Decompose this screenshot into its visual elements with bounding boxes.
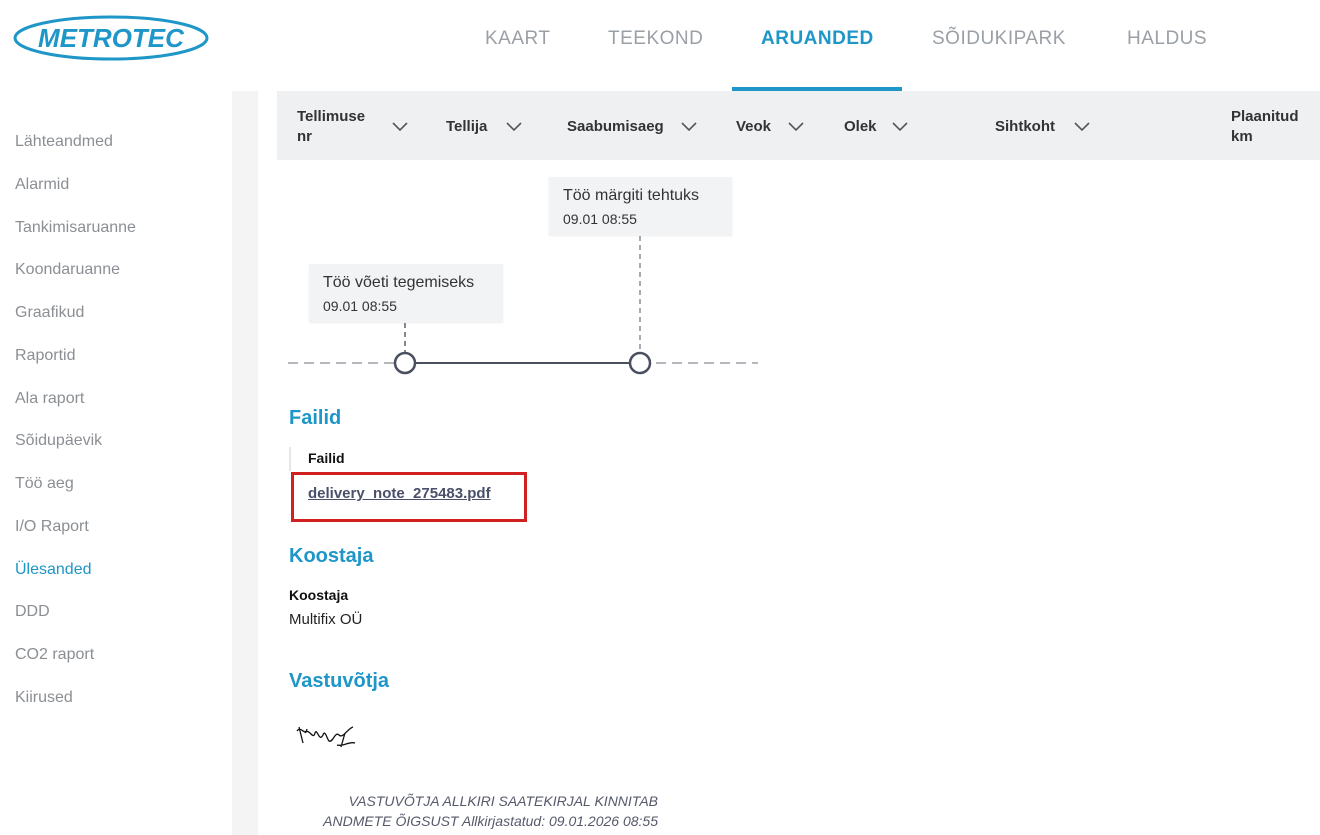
column-label-line2: nr — [297, 128, 312, 145]
sidebar-item-io-raport[interactable]: I/O Raport — [15, 518, 89, 535]
receiver-section-title: Vastuvõtja — [289, 670, 390, 692]
column-label-line1: Plaanitud — [1231, 108, 1299, 125]
sidebar-item-ddd[interactable]: DDD — [15, 603, 50, 620]
event-title: Töö märgiti tehtuks — [563, 187, 700, 204]
sidebar-item-ala-raport[interactable]: Ala raport — [15, 390, 85, 407]
column-plaanitud-km[interactable] — [1231, 107, 1299, 147]
metrotec-logo[interactable] — [12, 14, 210, 62]
timeline-event-taken — [309, 264, 503, 322]
sidebar-item-alarmid[interactable]: Alarmid — [15, 176, 70, 193]
column-tellija[interactable]: Tellija — [446, 118, 488, 135]
creator-section-title: Koostaja — [289, 545, 374, 567]
creator-label: Koostaja — [289, 587, 349, 603]
signature-note-line1: VASTUVÕTJA ALLKIRI SAATEKIRJAL KINNITAB — [348, 793, 658, 809]
nav-kaart[interactable]: KAART — [485, 28, 551, 49]
column-veok[interactable]: Veok — [736, 118, 772, 135]
nav-aruanded[interactable]: ARUANDED — [761, 28, 874, 49]
sidebar-item-koondaruanne[interactable]: Koondaruanne — [15, 261, 120, 278]
sidebar-item-lahteandmed[interactable]: Lähteandmed — [15, 133, 113, 150]
sidebar-item-soidupaevik[interactable]: Sõidupäevik — [15, 432, 103, 449]
logo-text: METROTEC — [38, 23, 184, 53]
timeline-event-done — [549, 177, 732, 235]
column-sihtkoht[interactable]: Sihtkoht — [995, 118, 1055, 135]
event-time: 09.01 08:55 — [563, 211, 637, 227]
timeline-node[interactable] — [395, 353, 415, 373]
timeline-node[interactable] — [630, 353, 650, 373]
signature-image — [293, 721, 359, 757]
sidebar-item-raportid[interactable]: Raportid — [15, 347, 76, 364]
column-saabumisaeg[interactable]: Saabumisaeg — [567, 118, 664, 135]
sidebar-item-too-aeg[interactable]: Töö aeg — [15, 475, 74, 492]
file-download-link[interactable]: delivery_note_275483.pdf — [308, 485, 491, 502]
event-title: Töö võeti tegemiseks — [323, 274, 475, 291]
column-label-line2: km — [1231, 128, 1253, 145]
event-time: 09.01 08:55 — [323, 298, 397, 314]
signature-note-line2: ANDMETE ÕIGSUST Allkirjastatud: 09.01.2026 08:55 — [323, 813, 658, 829]
column-label-line1: Tellimuse — [297, 108, 366, 125]
signature-note — [288, 791, 658, 831]
nav-haldus[interactable]: HALDUS — [1127, 28, 1208, 49]
files-section-title: Failid — [289, 407, 342, 429]
sidebar-item-co2-raport[interactable]: CO2 raport — [15, 646, 95, 663]
top-header — [0, 0, 1320, 91]
nav-soidukipark[interactable]: SÕIDUKIPARK — [932, 28, 1066, 49]
chevron-down-icon[interactable] — [892, 122, 908, 132]
files-label: Failid — [308, 450, 345, 466]
status-timeline — [258, 91, 778, 391]
main-panel — [258, 91, 1320, 835]
files-divider — [289, 447, 291, 471]
chevron-down-icon[interactable] — [1074, 122, 1090, 132]
nav-teekond[interactable]: TEEKOND — [608, 28, 704, 49]
sidebar — [0, 91, 232, 835]
column-olek[interactable]: Olek — [844, 118, 877, 135]
sidebar-item-kiirused[interactable]: Kiirused — [15, 689, 73, 706]
sidebar-item-tankimisaruanne[interactable]: Tankimisaruanne — [15, 219, 136, 236]
sidebar-item-graafikud[interactable]: Graafikud — [15, 304, 85, 321]
creator-value: Multifix OÜ — [289, 611, 363, 628]
chevron-down-icon[interactable] — [788, 122, 804, 132]
sidebar-item-ulesanded[interactable]: Ülesanded — [15, 561, 92, 578]
